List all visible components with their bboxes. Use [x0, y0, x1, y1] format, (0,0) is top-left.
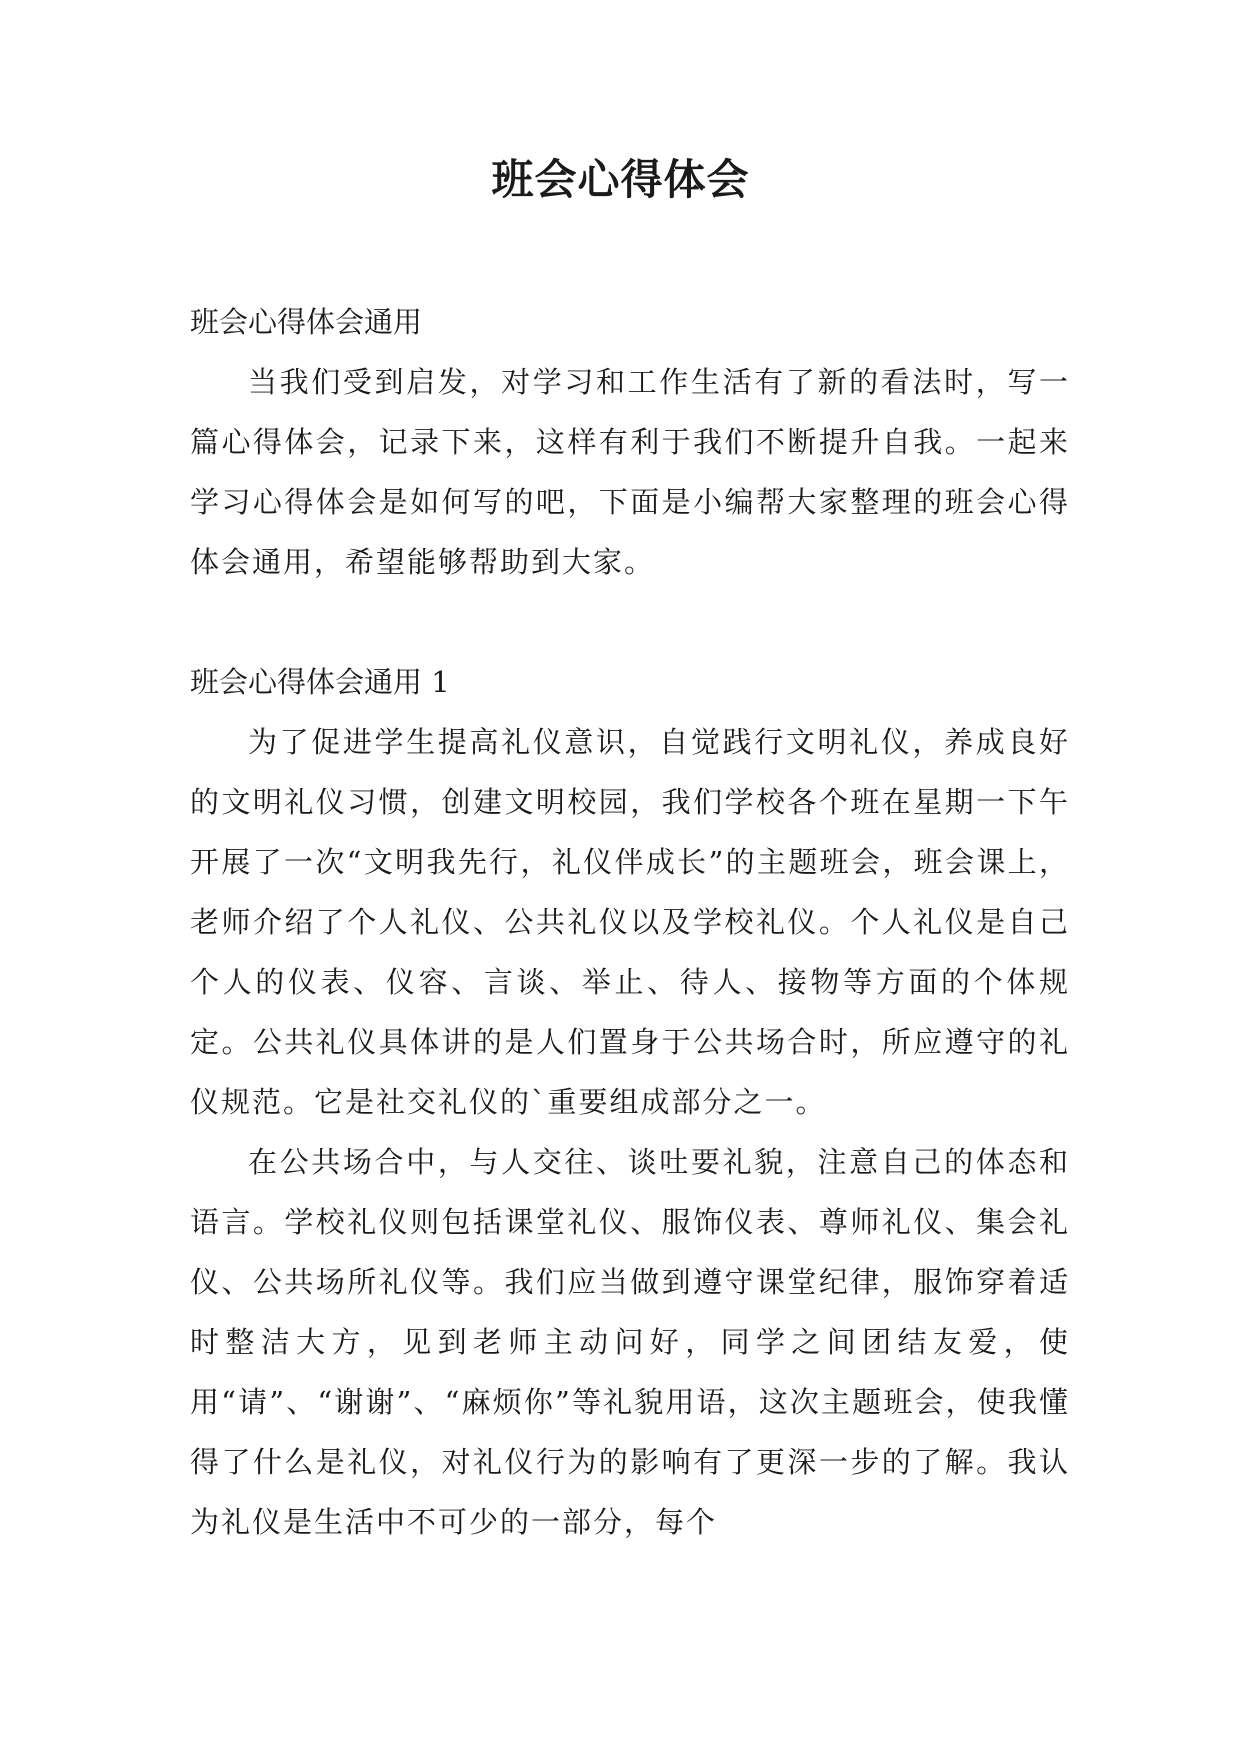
- document-body: [190, 292, 1070, 1552]
- section1-paragraph-1: 为了促进学生提高礼仪意识，自觉践行文明礼仪，养成良好的文明礼仪习惯，创建文明校园，我们学校各个班在星期一下午开展了一次“文明我先行，礼仪伴成长”的主题班会，班会课上，老师介绍了个人礼仪、公共礼仪以及学校礼仪。个人礼仪是自己个人的仪表、仪容、言谈、举止、待人、接物等方面的个体规定。公共礼仪具体讲的是人们置身于公共场合时，所应遵守的礼仪规范。它是社交礼仪的`重要组成部分之一。: [190, 725, 1070, 1119]
- section-spacer: [190, 592, 1070, 652]
- section1-heading: 班会心得体会通用 1: [190, 665, 450, 699]
- intro-paragraph: 当我们受到启发，对学习和工作生活有了新的看法时，写一篇心得体会，记录下来，这样有利于我们不断提升自我。一起来学习心得体会是如何写的吧，下面是小编帮大家整理的班会心得体会通用，希望能够帮助到大家。: [190, 365, 1070, 579]
- intro-heading: 班会心得体会通用: [190, 305, 423, 339]
- section1-paragraph-2: 在公共场合中，与人交往、谈吐要礼貌，注意自己的体态和语言。学校礼仪则包括课堂礼仪、服饰仪表、尊师礼仪、集会礼仪、公共场所礼仪等。我们应当做到遵守课堂纪律，服饰穿着适时整洁大方，见到老师主动问好，同学之间团结友爱，使用“请”、“谢谢”、“麻烦你”等礼貌用语，这次主题班会，使我懂得了什么是礼仪，对礼仪行为的影响有了更深一步的了解。我认为礼仪是生活中不可少的一部分，每个: [190, 1145, 1070, 1539]
- page-title: 班会心得体会: [491, 155, 750, 204]
